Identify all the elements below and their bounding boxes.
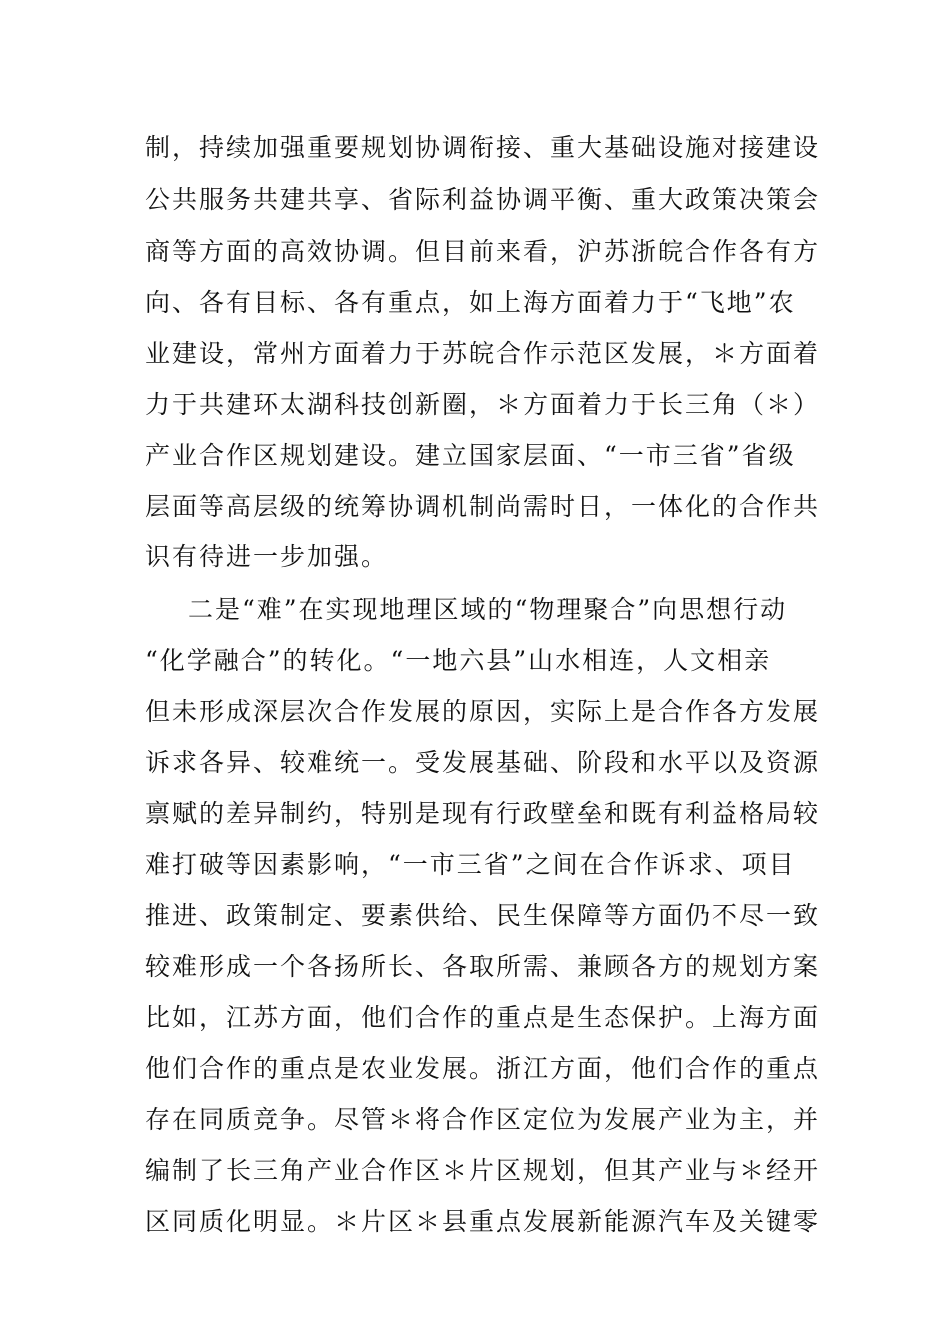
text-line-15: 难打破等因素影响，“一市三省”之间在合作诉求、项目 [145,850,796,879]
text-line-10: 二是“难”在实现地理区域的“物理聚合”向思想行动 [188,595,788,624]
text-line-22: 区同质化明显。＊片区＊县重点发展新能源汽车及关键零 [145,1207,821,1236]
text-line-12: 但未形成深层次合作发展的原因，实际上是合作各方发展 [145,697,821,726]
text-line-13: 诉求各异、较难统一。受发展基础、阶段和水平以及资源 [145,748,821,777]
text-line-4: 向、各有目标、各有重点，如上海方面着力于“飞地”农 [145,288,796,317]
text-line-6: 力于共建环太湖科技创新圈，＊方面着力于长三角（＊） [145,390,821,419]
text-line-8: 层面等高层级的统筹协调机制尚需时日，一体化的合作共 [145,492,821,521]
text-line-20: 存在同质竞争。尽管＊将合作区定位为发展产业为主，并 [145,1105,821,1134]
text-line-3: 商等方面的高效协调。但目前来看，沪苏浙皖合作各有方 [145,237,821,266]
text-line-19: 他们合作的重点是农业发展。浙江方面，他们合作的重点 [145,1054,821,1083]
text-line-1: 制，持续加强重要规划协调衔接、重大基础设施对接建设 [145,133,821,162]
text-line-11: “化学融合”的转化。“一地六县”山水相连，人文相亲 [145,646,772,675]
text-line-14: 禀赋的差异制约，特别是现有行政壁垒和既有利益格局较 [145,799,821,828]
text-line-21: 编制了长三角产业合作区＊片区规划，但其产业与＊经开 [145,1156,821,1185]
text-line-17: 较难形成一个各扬所长、各取所需、兼顾各方的规划方案 [145,952,821,981]
text-line-9: 识有待进一步加强。 [145,542,389,571]
text-line-18: 比如，江苏方面，他们合作的重点是生态保护。上海方面 [145,1003,821,1032]
text-line-2: 公共服务共建共享、省际利益协调平衡、重大政策决策会 [145,185,821,214]
text-line-16: 推进、政策制定、要素供给、民生保障等方面仍不尽一致 [145,901,821,930]
text-line-5: 业建设，常州方面着力于苏皖合作示范区发展，＊方面着 [145,339,821,368]
text-line-7: 产业合作区规划建设。建立国家层面、“一市三省”省级 [145,441,796,470]
